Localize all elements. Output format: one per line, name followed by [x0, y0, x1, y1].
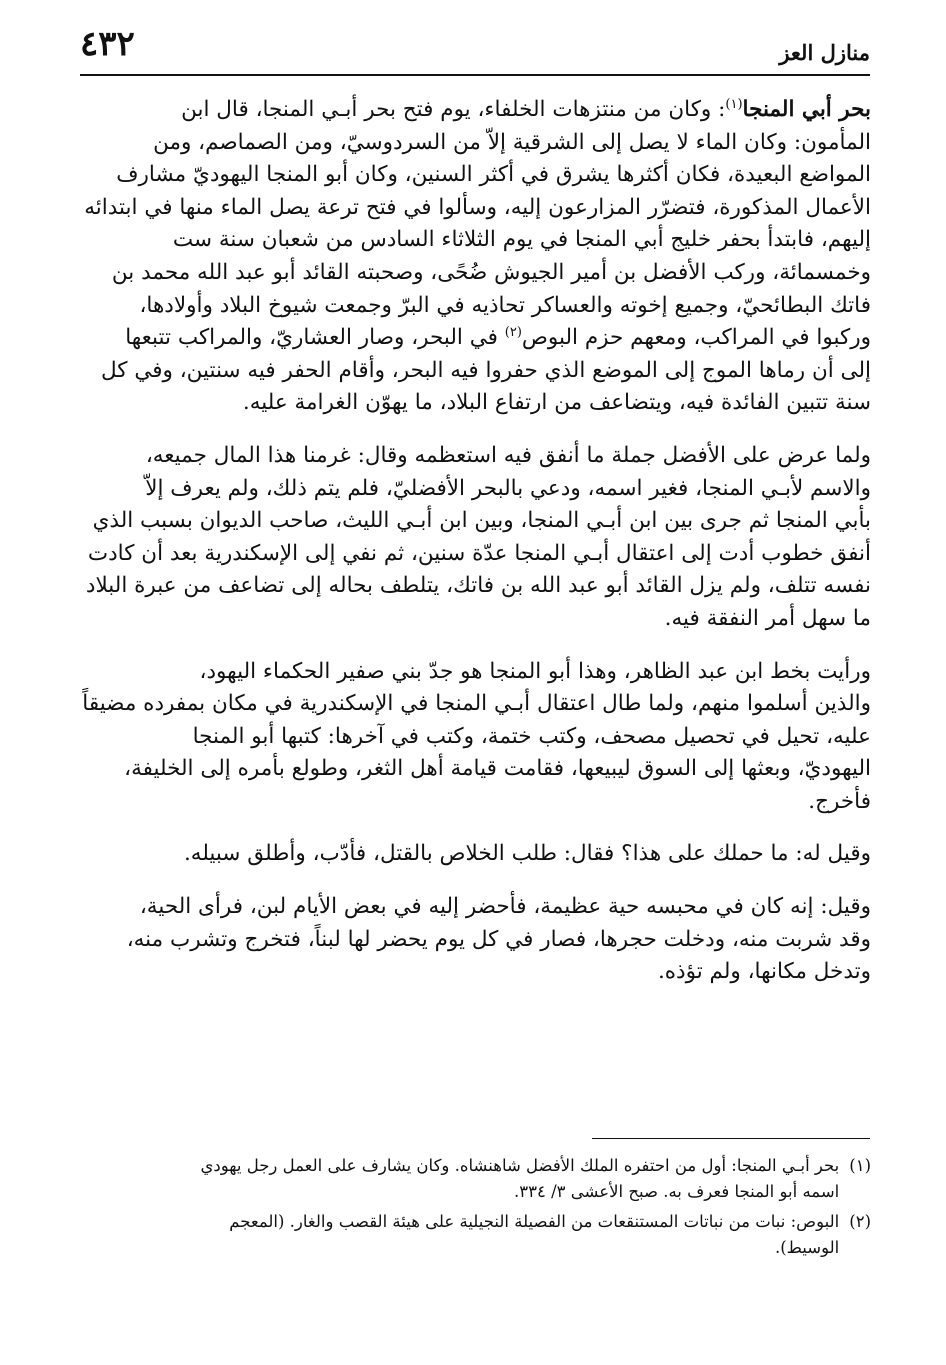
paragraph-1 [78, 94, 871, 420]
paragraph-3: ورأيت بخط ابن عبد الظاهر، وهذا أبو المنجا هو جدّ بني صفير الحكماء اليهود، والذين أسلموا منهم، ولما طال اعتقال أبـي المنجا في الإسكندرية في مكان بمفرده مضيقاً عليه، تحيل في تحصيل مصحف، وكتب ختمة، وكتب في آخرها: كتبها أبو المنجا اليهوديّ، وبعثها إلى السوق ليبيعها، فقامت قيامة أهل الثغر، وطولع بأمره إلى الخليفة، فأخرج. [82, 658, 871, 814]
footnote-1-text: بحر أبـي المنجا: أول من احتفره الملك الأفضل شاهنشاه. وكان يشارف على العمل رجل يهودي اسمه أبو المنجا فعرف به. صبح الأعشى ٣/ ٣٣٤. [200, 1156, 840, 1201]
main-text [78, 94, 871, 989]
page-header [80, 22, 870, 76]
paragraph-1-text-a: : وكان من منتزهات الخلفاء، يوم فتح بحر أبـي المنجا، قال ابن المأمون: وكان الماء لا يصل إلى الشرقية إلاّ من السردوسيّ، ومن الصماصم، ومن المواضع البعيدة، فكان أكثرها يشرق في أكثر السنين، وكان أبو المنجا اليهوديّ مشارف الأعمال المذكورة، فتضرّر المزارعون إليه، وسألوا في فتح ترعة يصل الماء منها في ابتدائه إليهم، فابتدأ بحفر خليج أبي المنجا في يوم الثلاثاء السادس من شعبان سنة ست وخمسمائة، وركب الأفضل بن أمير الجيوش ضُحًى، وصحبته القائد أبو عبد الله محمد بن فاتك البطائحيّ، وجميع إخوته والعساكر تحاذيه في البرّ وجمعت شيوخ البلاد وأولادها، وركبوا في المراكب، ومعهم حزم البوص [84, 97, 871, 351]
page-number: ٤٣٢ [80, 24, 135, 64]
footnote-2-number: (٢) [849, 1212, 871, 1231]
paragraph-4: وقيل له: ما حملك على هذا؟ فقال: طلب الخلاص بالقتل، فأدّب، وأطلق سبيله. [183, 841, 871, 867]
footnote-divider [592, 1138, 870, 1139]
paragraph-2: ولما عرض على الأفضل جملة ما أنفق فيه استعظمه وقال: غرمنا هذا المال جميعه، والاسم لأبـي المنجا، فغير اسمه، ودعي بالبحر الأفضليّ، فلم يتم ذلك، ولم يعرف إلاّ بأبي المنجا ثم جرى بين ابن أبـي المنجا، وبين ابن أبـي الليث، صاحب الديوان بسبب الذي أنفق خطوب أدت إلى اعتقال أبـي المنجا عدّة سنين، ثم نفي إلى الإسكندرية بعد أن كادت نفسه تتلف، ولم يزل القائد أبو عبد الله بن فاتك، يتلطف بحاله إلى تضاعف من عبرة البلاد ما سهل أمر النفقة فيه. [85, 442, 871, 631]
footnote-1-number: (١) [849, 1156, 871, 1175]
footnote-1 [78, 1153, 871, 1205]
paragraph-5: وقيل: إنه كان في محبسه حية عظيمة، فأحضر إليه في بعض الأيام لبن، فرأى الحية، وقد شربت منه، ودخلت حجرها، فصار في كل يوم يحضر لها لبناً، فتخرج وتشرب منه، وتدخل مكانها، ولم تؤذه. [126, 894, 871, 985]
entry-heading: بحر أبي المنجا [742, 97, 871, 122]
paragraph-1-text-b: في البحر، وصار العشاريّ، والمراكب تتبعها إلى أن رماها الموج إلى الموضع الذي حفروا فيه البحر، وأقام الحفر فيه سنتين، وفي كل سنة تتبين الفائدة فيه، ويتضاعف من ارتفاع البلاد، ما يهوّن الغرامة عليه. [100, 325, 871, 416]
footnotes [78, 1153, 871, 1265]
footnote-2-text: البوص: نبات من نباتات المستنقعات من الفصيلة النجيلية على هيئة القصب والغار. (المعجم الوسيط). [229, 1212, 840, 1257]
footnote-2 [78, 1209, 871, 1261]
running-head: منازل العز [779, 40, 870, 65]
footnote-ref-1: (١) [725, 96, 743, 112]
footnote-ref-2: (٢) [504, 325, 522, 340]
